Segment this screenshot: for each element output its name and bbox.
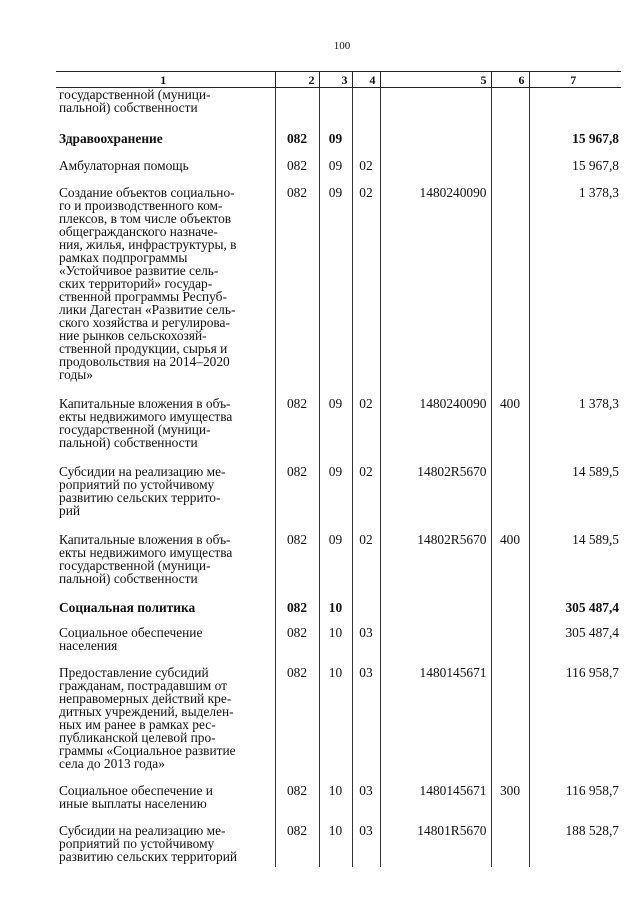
row-name-cell <box>56 88 275 133</box>
row-name-line: населения <box>59 638 118 653</box>
target-article-cell: 14801R5670 <box>380 824 491 867</box>
razdel-cell: 09 <box>319 465 352 533</box>
row-name-cell <box>56 186 275 397</box>
row-name-line: го и производственного ком- <box>59 198 223 213</box>
expense-type-cell <box>491 132 529 159</box>
table-row <box>56 159 621 186</box>
row-name-line: Капитальные вложения в объ- <box>59 396 231 411</box>
target-article-cell: 14802R5670 <box>380 533 491 601</box>
row-name-line: годы» <box>59 367 93 382</box>
row-name-line: Социальное обеспечение <box>59 625 203 640</box>
row-name-line: роприятий по устойчивому <box>59 836 215 851</box>
razdel-cell: 09 <box>319 186 352 397</box>
vedomstvo-cell: 082 <box>275 533 319 601</box>
row-name-line: рамках подпрограммы <box>59 250 188 265</box>
row-name-line: плексов, в том числе объектов <box>59 211 232 226</box>
expense-type-cell: 400 <box>491 533 529 601</box>
vedomstvo-cell: 082 <box>275 824 319 867</box>
table-row <box>56 784 621 824</box>
podrazdel-cell <box>352 601 380 626</box>
row-name-cell <box>56 824 275 867</box>
row-name-line: екты недвижимого имущества <box>59 409 233 424</box>
column-header-5: 5 <box>380 72 491 88</box>
table-row <box>56 626 621 666</box>
row-name-line: Социальное обеспечение и <box>59 783 213 798</box>
target-article-cell <box>380 601 491 626</box>
expense-type-cell <box>491 159 529 186</box>
podrazdel-cell: 03 <box>352 784 380 824</box>
razdel-cell: 09 <box>319 159 352 186</box>
row-name-line: Создание объектов социально- <box>59 185 235 200</box>
podrazdel-cell <box>352 88 380 133</box>
expense-type-cell <box>491 465 529 533</box>
target-article-cell: 14802R5670 <box>380 465 491 533</box>
target-article-cell: 1480145671 <box>380 666 491 784</box>
table-row <box>56 132 621 159</box>
razdel-cell: 10 <box>319 824 352 867</box>
row-name-line: пальной) собственности <box>59 571 198 586</box>
vedomstvo-cell: 082 <box>275 465 319 533</box>
row-name-line: развитию сельских территорий <box>59 849 238 864</box>
row-name-line: ние рынков сельскохозяй- <box>59 328 207 343</box>
row-name-line: «Устойчивое развитие сель- <box>59 263 219 278</box>
row-name-line: пальной) собственности <box>59 435 198 450</box>
column-header-1: 1 <box>56 72 275 88</box>
row-name-line: Субсидии на реализацию ме- <box>59 464 226 479</box>
table-row <box>56 397 621 465</box>
table-row <box>56 666 621 784</box>
row-name-cell <box>56 666 275 784</box>
row-name-line: Субсидии на реализацию ме- <box>59 823 226 838</box>
row-name-line: Капитальные вложения в объ- <box>59 532 231 547</box>
vedomstvo-cell: 082 <box>275 132 319 159</box>
target-article-cell <box>380 626 491 666</box>
row-name-line: государственной (муници- <box>59 558 211 573</box>
podrazdel-cell: 02 <box>352 397 380 465</box>
podrazdel-cell <box>352 132 380 159</box>
row-name-line: государственной (муници- <box>59 87 211 102</box>
row-name-cell <box>56 132 275 159</box>
podrazdel-cell: 03 <box>352 626 380 666</box>
row-name-line: иные выплаты населению <box>59 796 207 811</box>
podrazdel-cell: 02 <box>352 465 380 533</box>
column-header-4: 4 <box>352 72 380 88</box>
expense-type-cell <box>491 601 529 626</box>
table-body <box>56 88 621 868</box>
expense-type-cell <box>491 666 529 784</box>
razdel-cell: 10 <box>319 626 352 666</box>
table-row <box>56 601 621 626</box>
razdel-cell: 09 <box>319 397 352 465</box>
row-name-line: публиканской целевой про- <box>59 730 216 745</box>
razdel-cell: 09 <box>319 132 352 159</box>
row-name-line: общегражданского назначе- <box>59 224 218 239</box>
row-name-cell <box>56 465 275 533</box>
row-name-line: продовольствия на 2014–2020 <box>59 354 230 369</box>
target-article-cell <box>380 132 491 159</box>
row-name-line: ственной продукции, сырья и <box>59 341 228 356</box>
amount-cell: 1 378,3 <box>529 186 621 397</box>
row-name-cell <box>56 159 275 186</box>
row-name-cell <box>56 784 275 824</box>
expense-type-cell <box>491 88 529 133</box>
table-row <box>56 88 621 133</box>
razdel-cell <box>319 88 352 133</box>
row-name-cell <box>56 626 275 666</box>
amount-cell: 14 589,5 <box>529 465 621 533</box>
vedomstvo-cell: 082 <box>275 186 319 397</box>
column-header-3: 3 <box>319 72 352 88</box>
amount-cell: 1 378,3 <box>529 397 621 465</box>
target-article-cell <box>380 88 491 133</box>
row-name-line: ского хозяйства и регулирова- <box>59 315 230 330</box>
row-name-line: екты недвижимого имущества <box>59 545 233 560</box>
expense-type-cell <box>491 626 529 666</box>
razdel-cell: 10 <box>319 784 352 824</box>
vedomstvo-cell: 082 <box>275 626 319 666</box>
row-name-line: Социальная политика <box>59 600 196 615</box>
amount-cell: 116 958,7 <box>529 784 621 824</box>
table-row <box>56 465 621 533</box>
row-name-line: лики Дагестан «Развитие сель- <box>59 302 236 317</box>
podrazdel-cell: 02 <box>352 159 380 186</box>
amount-cell: 15 967,8 <box>529 159 621 186</box>
row-name-line: развитию сельских террито- <box>59 490 221 505</box>
table-row <box>56 824 621 867</box>
row-name-line: ния, жилья, инфраструктуры, в <box>59 237 237 252</box>
amount-cell: 14 589,5 <box>529 533 621 601</box>
vedomstvo-cell: 082 <box>275 601 319 626</box>
amount-cell: 188 528,7 <box>529 824 621 867</box>
razdel-cell: 10 <box>319 666 352 784</box>
podrazdel-cell: 02 <box>352 186 380 397</box>
target-article-cell: 1480240090 <box>380 186 491 397</box>
razdel-cell: 10 <box>319 601 352 626</box>
table-row <box>56 186 621 397</box>
target-article-cell <box>380 159 491 186</box>
row-name-line: граммы «Социальное развитие <box>59 743 236 758</box>
row-name-cell <box>56 533 275 601</box>
row-name-line: Предоставление субсидий <box>59 665 209 680</box>
column-header-7: 7 <box>529 72 621 88</box>
table-header-row <box>56 72 621 88</box>
amount-cell: 116 958,7 <box>529 666 621 784</box>
vedomstvo-cell <box>275 88 319 133</box>
podrazdel-cell: 03 <box>352 666 380 784</box>
row-name-cell <box>56 397 275 465</box>
razdel-cell: 09 <box>319 533 352 601</box>
column-header-6: 6 <box>491 72 529 88</box>
row-name-line: Амбулаторная помощь <box>59 158 189 173</box>
vedomstvo-cell: 082 <box>275 397 319 465</box>
vedomstvo-cell: 082 <box>275 159 319 186</box>
row-name-line: гражданам, пострадавшим от <box>59 678 227 693</box>
row-name-cell <box>56 601 275 626</box>
target-article-cell: 1480240090 <box>380 397 491 465</box>
row-name-line: роприятий по устойчивому <box>59 477 215 492</box>
row-name-line: Здравоохранение <box>59 131 163 146</box>
expense-type-cell <box>491 824 529 867</box>
row-name-line: ских территорий» государ- <box>59 276 213 291</box>
amount-cell: 15 967,8 <box>529 132 621 159</box>
amount-cell <box>529 88 621 133</box>
vedomstvo-cell: 082 <box>275 784 319 824</box>
column-header-2: 2 <box>275 72 319 88</box>
budget-table <box>56 71 621 867</box>
row-name-line: неправомерных действий кре- <box>59 691 232 706</box>
amount-cell: 305 487,4 <box>529 601 621 626</box>
table-row <box>56 533 621 601</box>
row-name-line: государственной (муници- <box>59 422 211 437</box>
page-number: 100 <box>333 40 351 52</box>
row-name-line: села до 2013 года» <box>59 756 165 771</box>
row-name-line: рий <box>59 503 81 518</box>
expense-type-cell: 400 <box>491 397 529 465</box>
vedomstvo-cell: 082 <box>275 666 319 784</box>
row-name-line: пальной) собственности <box>59 100 198 115</box>
expense-type-cell <box>491 186 529 397</box>
target-article-cell: 1480145671 <box>380 784 491 824</box>
podrazdel-cell: 03 <box>352 824 380 867</box>
expense-type-cell: 300 <box>491 784 529 824</box>
podrazdel-cell: 02 <box>352 533 380 601</box>
row-name-line: ственной программы Респуб- <box>59 289 227 304</box>
row-name-line: ных им ранее в рамках рес- <box>59 717 216 732</box>
row-name-line: дитных учреждений, выделен- <box>59 704 234 719</box>
amount-cell: 305 487,4 <box>529 626 621 666</box>
